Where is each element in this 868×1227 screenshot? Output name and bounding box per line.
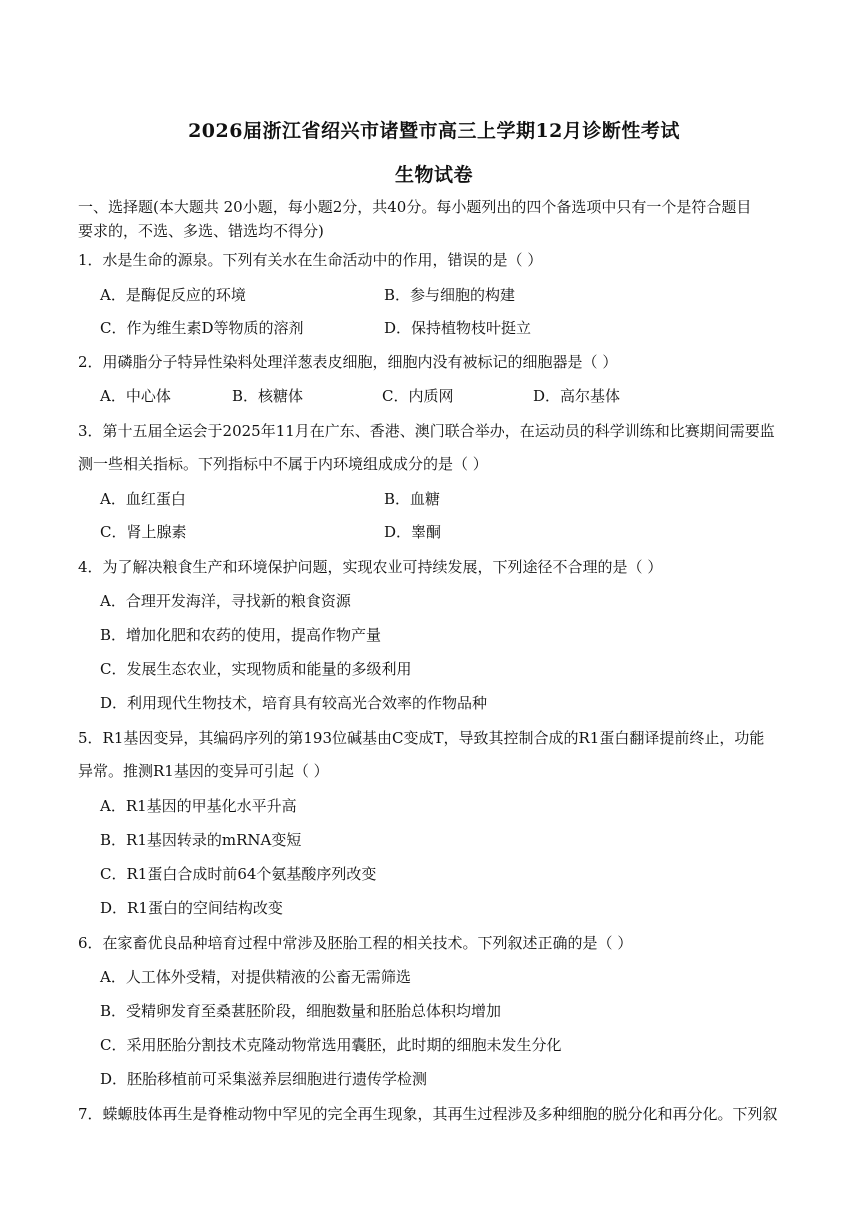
question-2-option-a: A．中心体 [100, 387, 171, 405]
question-2-stem: 2．用磷脂分子特异性染料处理洋葱表皮细胞，细胞内没有被标记的细胞器是（ ） [78, 353, 618, 371]
question-3-stem-line-2: 测一些相关指标。下列指标中不属于内环境组成成分的是（ ） [78, 455, 488, 473]
question-4-option-b: B．增加化肥和农药的使用，提高作物产量 [100, 626, 382, 644]
question-4-stem: 4．为了解决粮食生产和环境保护问题，实现农业可持续发展，下列途径不合理的是（ ） [78, 558, 663, 576]
question-5-stem-line-2: 异常。推测R1基因的变异可引起（ ） [78, 762, 329, 780]
question-5-option-a: A．R1基因的甲基化水平升高 [100, 797, 297, 815]
question-3-option-d: D．睾酮 [384, 523, 442, 541]
exam-subtitle: 生物试卷 [394, 164, 473, 186]
question-4-option-d: D．利用现代生物技术，培育具有较高光合效率的作物品种 [100, 694, 488, 712]
question-3-option-a: A．血红蛋白 [100, 490, 186, 508]
question-4-option-a: A．合理开发海洋，寻找新的粮食资源 [100, 592, 351, 610]
question-3-stem-line-1: 3．第十五届全运会于2025年11月在广东、香港、澳门联合举办，在运动员的科学训练和比赛期间需要监 [78, 422, 775, 440]
question-2-option-b: B．核糖体 [232, 387, 304, 405]
question-6-option-c: C．采用胚胎分割技术克隆动物常选用囊胚，此时期的细胞未发生分化 [100, 1036, 562, 1054]
question-5-option-d: D．R1蛋白的空间结构改变 [100, 899, 283, 917]
question-6-option-a: A．人工体外受精，对提供精液的公畜无需筛选 [100, 968, 411, 986]
section-instruction-line-1: 一、选择题(本大题共 20小题，每小题2分，共40分。每小题列出的四个备选项中只有一个是符合题目 [78, 198, 752, 216]
question-6-option-d: D．胚胎移植前可采集滋养层细胞进行遗传学检测 [100, 1070, 428, 1088]
question-5-option-c: C．R1蛋白合成时前64个氨基酸序列改变 [100, 865, 377, 883]
question-5-stem-line-1: 5．R1基因变异，其编码序列的第193位碱基由C变成T，导致其控制合成的R1蛋白翻译提前终止，功能 [78, 729, 765, 747]
question-6-option-b: B．受精卵发育至桑葚胚阶段，细胞数量和胚胎总体积均增加 [100, 1002, 502, 1020]
question-4-option-c: C．发展生态农业，实现物质和能量的多级利用 [100, 660, 412, 678]
question-1-stem: 1．水是生命的源泉。下列有关水在生命活动中的作用，错误的是（ ） [78, 251, 543, 269]
question-3-option-b: B．血糖 [384, 490, 441, 508]
question-2-option-d: D．高尔基体 [533, 387, 621, 405]
question-1-option-d: D．保持植物枝叶挺立 [384, 319, 532, 337]
question-1-option-a: A．是酶促反应的环境 [100, 286, 246, 304]
question-6-stem: 6．在家畜优良品种培育过程中常涉及胚胎工程的相关技术。下列叙述正确的是（ ） [78, 934, 633, 952]
question-1-option-b: B．参与细胞的构建 [384, 286, 516, 304]
question-2-option-c: C．内质网 [382, 387, 454, 405]
question-7-stem: 7．蝾螈肢体再生是脊椎动物中罕见的完全再生现象，其再生过程涉及多种细胞的脱分化和再分化。下列叙 [78, 1105, 778, 1123]
question-5-option-b: B．R1基因转录的mRNA变短 [100, 831, 302, 849]
exam-title: 2026届浙江省绍兴市诸暨市高三上学期12月诊断性考试 [188, 120, 680, 142]
question-3-option-c: C．肾上腺素 [100, 523, 187, 541]
question-1-option-c: C．作为维生素D等物质的溶剂 [100, 319, 304, 337]
section-instruction-line-2: 要求的，不选、多选、错选均不得分) [78, 222, 324, 240]
